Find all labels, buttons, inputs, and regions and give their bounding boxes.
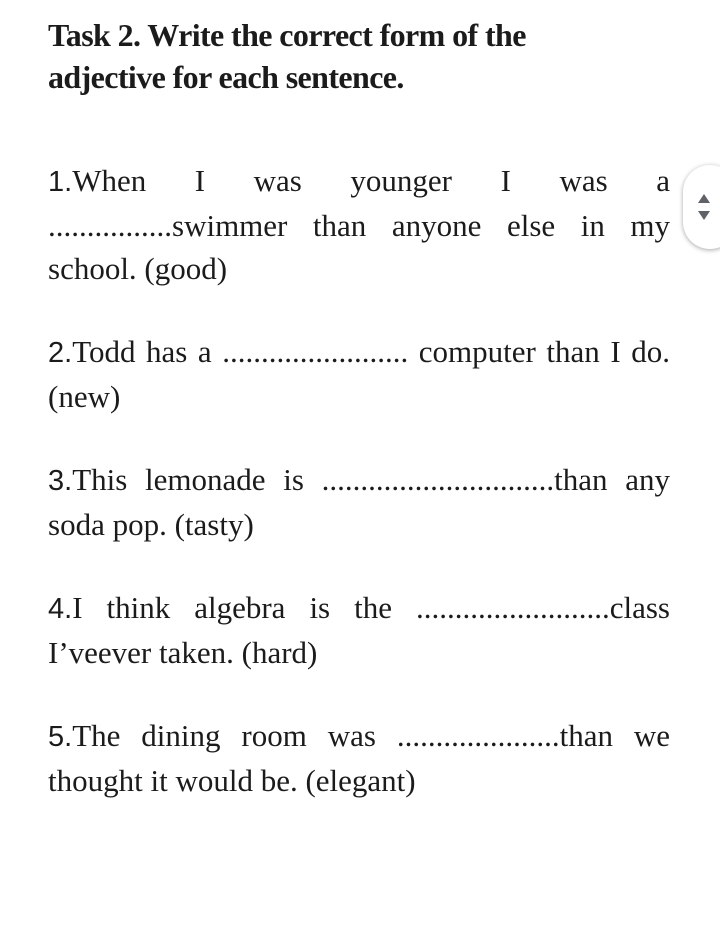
exercise-item-1 (48, 159, 670, 290)
exercise-item-2 (48, 330, 670, 418)
worksheet (48, 14, 670, 842)
item-number: 3. (48, 465, 73, 497)
scroll-handle[interactable] (683, 165, 720, 249)
item-number: 5. (48, 721, 73, 753)
item-text: This lemonade is ..............................than any soda pop. (tasty) (48, 462, 670, 542)
scroll-up-down-icon (697, 192, 711, 222)
exercise-item-3 (48, 458, 670, 546)
item-number: 2. (48, 337, 73, 369)
task-title-line-2: adjective for each sentence. (48, 59, 404, 95)
item-number: 4. (48, 593, 73, 625)
task-title-line-1: Task 2. Write the correct form of the (48, 17, 526, 53)
item-number: 1. (48, 166, 73, 198)
exercise-item-4 (48, 586, 670, 674)
item-text: When I was younger I was a ................swimmer than anyone else in my school. (good) (48, 163, 670, 286)
item-text: Todd has a ........................ computer than I do. (new) (48, 334, 670, 414)
item-text: I think algebra is the .........................class I’veever taken. (hard) (48, 590, 670, 670)
item-text: The dining room was .....................than we thought it would be. (elegant) (48, 718, 670, 798)
exercise-item-5 (48, 714, 670, 802)
task-title (48, 14, 670, 98)
